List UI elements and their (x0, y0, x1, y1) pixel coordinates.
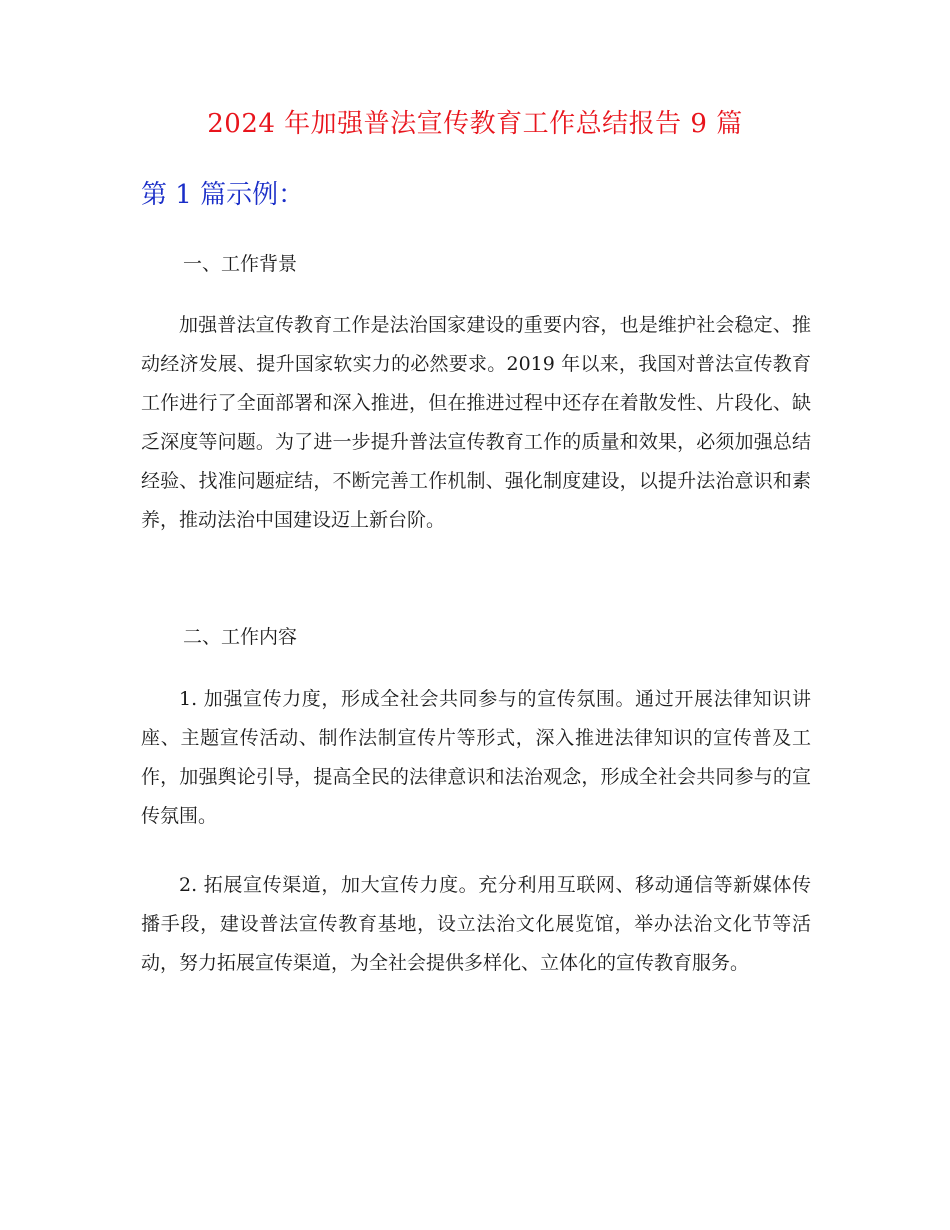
background-paragraph: 加强普法宣传教育工作是法治国家建设的重要内容，也是维护社会稳定、推动经济发展、提升国家软实力的必然要求。2019 年以来，我国对普法宣传教育工作进行了全面部署和深入推进，但在推进过程中还存在着散发性、片段化、缺乏深度等问题。为了进一步提升普法宣传教育工作的质量和效果，必须加强总结经验、找准问题症结，不断完善工作机制、强化制度建设，以提升法治意识和素养，推动法治中国建设迈上新台阶。 (141, 314, 811, 531)
example-heading: 第 1 篇示例： (141, 180, 305, 210)
content-item-2: 2. 拓展宣传渠道，加大宣传力度。充分利用互联网、移动通信等新媒体传播手段，建设普法宣传教育基地，设立法治文化展览馆，举办法治文化节等活动，努力拓展宣传渠道，为全社会提供多样化、立体化的宣传教育服务。 (141, 874, 811, 974)
section-heading-content: 二、工作内容 (183, 626, 298, 648)
document-title: 2024 年加强普法宣传教育工作总结报告 9 篇 (207, 109, 743, 139)
content-item-1: 1. 加强宣传力度，形成全社会共同参与的宣传氛围。通过开展法律知识讲座、主题宣传活动、制作法制宣传片等形式，深入推进法律知识的宣传普及工作，加强舆论引导，提高全民的法律意识和法治观念，形成全社会共同参与的宣传氛围。 (141, 688, 811, 827)
section-heading-background: 一、工作背景 (183, 253, 298, 275)
